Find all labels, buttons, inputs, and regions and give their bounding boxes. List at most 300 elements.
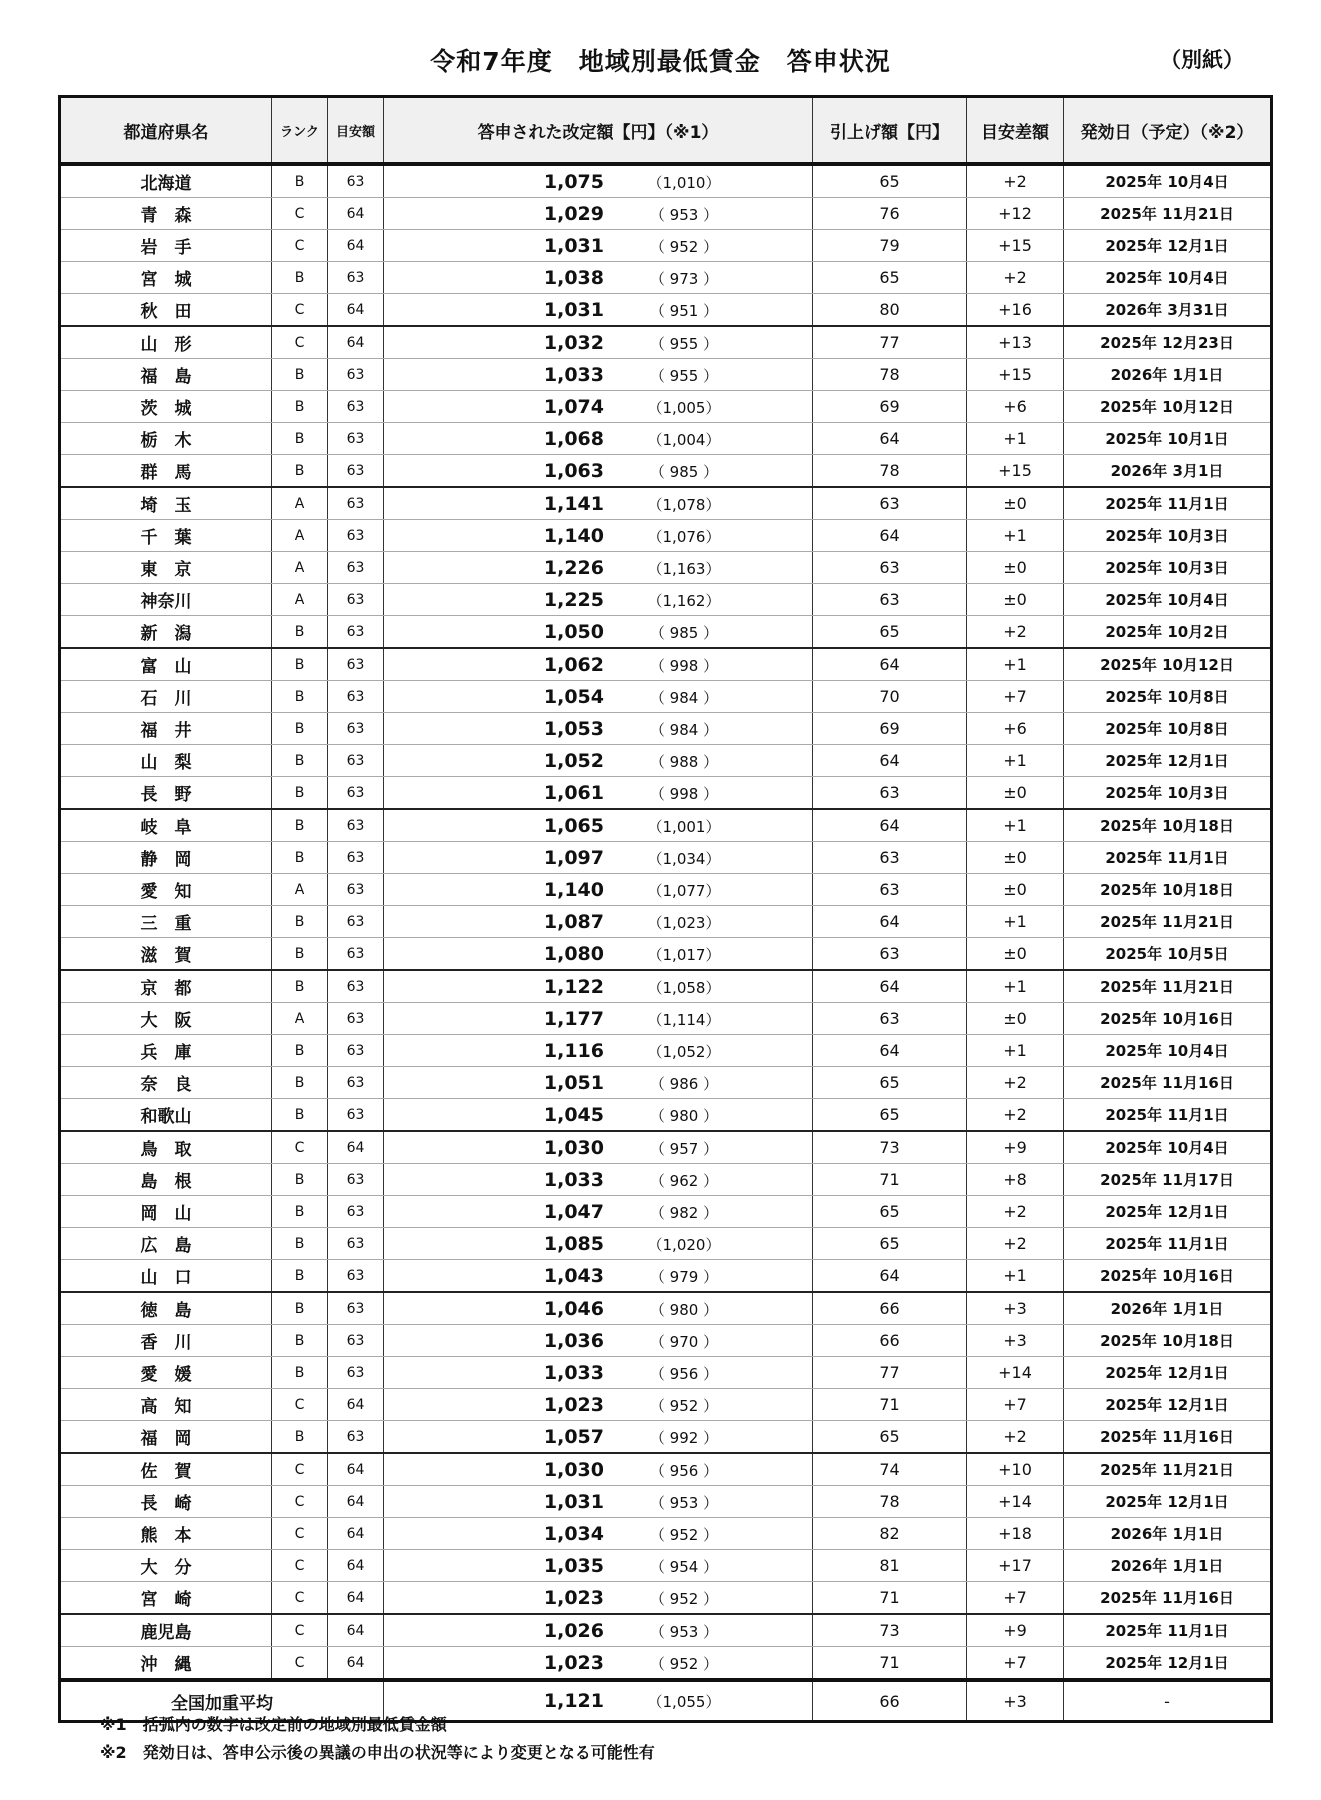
table-row — [60, 198, 1272, 230]
cell-raise: 73 — [813, 1131, 967, 1164]
cell-meyasu: 63 — [328, 648, 384, 681]
cell-prefecture: 山 形 — [60, 326, 272, 359]
previous-amount: （ 992 ） — [649, 1428, 719, 1447]
cell-rank: B — [272, 809, 328, 842]
cell-rank: C — [272, 1614, 328, 1647]
cell-raise: 77 — [813, 326, 967, 359]
new-amount: 1,054 — [543, 685, 604, 708]
cell-meyasu: 64 — [328, 326, 384, 359]
previous-amount: （ 952 ） — [649, 1654, 719, 1673]
cell-amount — [384, 294, 813, 327]
cell-prefecture: 宮 城 — [60, 262, 272, 294]
footnote-2: ※2 発効日は、答申公示後の異議の申出の状況等により変更となる可能性有 — [100, 1743, 655, 1762]
cell-date: 2025年 11月16日 — [1064, 1067, 1272, 1099]
new-amount: 1,033 — [543, 363, 604, 386]
cell-rank: B — [272, 359, 328, 391]
cell-diff: +15 — [967, 455, 1064, 488]
cell-diff: +2 — [967, 1228, 1064, 1260]
cell-meyasu: 64 — [328, 1614, 384, 1647]
cell-raise: 73 — [813, 1614, 967, 1647]
cell-rank: B — [272, 455, 328, 488]
previous-amount: （ 955 ） — [649, 366, 719, 385]
cell-rank: B — [272, 681, 328, 713]
new-amount: 1,080 — [543, 942, 604, 965]
new-amount: 1,140 — [543, 878, 604, 901]
cell-date: 2025年 11月21日 — [1064, 1453, 1272, 1486]
cell-diff: +3 — [967, 1325, 1064, 1357]
cell-raise: 64 — [813, 906, 967, 938]
previous-amount: （1,001） — [647, 817, 721, 836]
previous-amount: （ 985 ） — [649, 623, 719, 642]
cell-date: 2025年 10月18日 — [1064, 809, 1272, 842]
cell-diff: +2 — [967, 1196, 1064, 1228]
cell-rank: B — [272, 1228, 328, 1260]
cell-rank: C — [272, 198, 328, 230]
cell-raise: 65 — [813, 1067, 967, 1099]
cell-date: 2026年 1月1日 — [1064, 1550, 1272, 1582]
cell-raise: 63 — [813, 584, 967, 616]
previous-amount: （ 953 ） — [649, 205, 719, 224]
cell-prefecture: 島 根 — [60, 1164, 272, 1196]
previous-amount: （ 952 ） — [649, 1396, 719, 1415]
cell-prefecture: 北海道 — [60, 164, 272, 198]
cell-prefecture: 富 山 — [60, 648, 272, 681]
new-amount: 1,225 — [543, 588, 604, 611]
previous-amount: （1,004） — [647, 430, 721, 449]
cell-raise: 64 — [813, 970, 967, 1003]
previous-amount: （ 982 ） — [649, 1203, 719, 1222]
new-amount: 1,085 — [543, 1232, 604, 1255]
cell-amount — [384, 1099, 813, 1132]
cell-prefecture: 福 岡 — [60, 1421, 272, 1454]
new-amount: 1,036 — [543, 1329, 604, 1352]
cell-diff: +15 — [967, 359, 1064, 391]
cell-amount — [384, 713, 813, 745]
previous-amount: （ 956 ） — [649, 1364, 719, 1383]
table-row — [60, 1196, 1272, 1228]
cell-raise: 81 — [813, 1550, 967, 1582]
cell-date: 2026年 1月1日 — [1064, 1292, 1272, 1325]
cell-diff: +1 — [967, 970, 1064, 1003]
cell-prefecture: 愛 媛 — [60, 1357, 272, 1389]
cell-rank: B — [272, 164, 328, 198]
cell-date: 2025年 10月12日 — [1064, 391, 1272, 423]
previous-amount: （1,077） — [647, 881, 721, 900]
cell-raise: 66 — [813, 1325, 967, 1357]
cell-amount — [384, 164, 813, 198]
cell-raise: 74 — [813, 1453, 967, 1486]
cell-prefecture: 岩 手 — [60, 230, 272, 262]
total-date: - — [1064, 1680, 1272, 1722]
table-row — [60, 938, 1272, 971]
cell-diff: +1 — [967, 648, 1064, 681]
new-amount: 1,087 — [543, 910, 604, 933]
cell-rank: B — [272, 938, 328, 971]
cell-diff: +1 — [967, 906, 1064, 938]
cell-diff: +6 — [967, 391, 1064, 423]
table-header-row — [60, 97, 1272, 165]
cell-prefecture: 和歌山 — [60, 1099, 272, 1132]
cell-meyasu: 63 — [328, 1003, 384, 1035]
cell-amount — [384, 1357, 813, 1389]
cell-prefecture: 静 岡 — [60, 842, 272, 874]
table-row — [60, 520, 1272, 552]
cell-diff: +9 — [967, 1614, 1064, 1647]
cell-date: 2025年 11月1日 — [1064, 1228, 1272, 1260]
cell-date: 2025年 11月16日 — [1064, 1582, 1272, 1615]
cell-prefecture: 千 葉 — [60, 520, 272, 552]
cell-amount — [384, 1647, 813, 1681]
cell-diff: +2 — [967, 1421, 1064, 1454]
cell-raise: 65 — [813, 262, 967, 294]
cell-diff: +13 — [967, 326, 1064, 359]
cell-date: 2025年 10月4日 — [1064, 1035, 1272, 1067]
cell-diff: ±0 — [967, 1003, 1064, 1035]
cell-amount — [384, 1518, 813, 1550]
table-row — [60, 294, 1272, 327]
previous-amount: （1,114） — [647, 1010, 721, 1029]
cell-rank: B — [272, 1067, 328, 1099]
header-rank: ランク — [272, 97, 328, 165]
cell-diff: +1 — [967, 1260, 1064, 1293]
cell-amount — [384, 938, 813, 971]
footnote-1: ※1 括弧内の数字は改定前の地域別最低賃金額 — [100, 1715, 447, 1734]
cell-raise: 65 — [813, 1421, 967, 1454]
cell-date: 2025年 11月21日 — [1064, 906, 1272, 938]
cell-diff: ±0 — [967, 842, 1064, 874]
new-amount: 1,226 — [543, 556, 604, 579]
table-row — [60, 423, 1272, 455]
cell-rank: B — [272, 842, 328, 874]
previous-amount: （ 953 ） — [649, 1622, 719, 1641]
cell-diff: +2 — [967, 616, 1064, 649]
cell-rank: C — [272, 1389, 328, 1421]
cell-rank: B — [272, 1196, 328, 1228]
total-raise: 66 — [813, 1680, 967, 1722]
cell-meyasu: 63 — [328, 777, 384, 810]
cell-amount — [384, 520, 813, 552]
table-row — [60, 164, 1272, 198]
cell-date: 2025年 10月16日 — [1064, 1260, 1272, 1293]
table-row — [60, 1614, 1272, 1647]
cell-prefecture: 鹿児島 — [60, 1614, 272, 1647]
table-row — [60, 326, 1272, 359]
header-diff: 目安差額 — [967, 97, 1064, 165]
new-amount: 1,038 — [543, 266, 604, 289]
previous-amount: （ 984 ） — [649, 688, 719, 707]
table-row — [60, 1131, 1272, 1164]
table-row — [60, 1421, 1272, 1454]
cell-diff: ±0 — [967, 552, 1064, 584]
cell-prefecture: 長 野 — [60, 777, 272, 810]
cell-prefecture: 広 島 — [60, 1228, 272, 1260]
cell-prefecture: 佐 賀 — [60, 1453, 272, 1486]
cell-meyasu: 63 — [328, 874, 384, 906]
table-row — [60, 1486, 1272, 1518]
cell-date: 2025年 10月18日 — [1064, 874, 1272, 906]
table-row — [60, 1518, 1272, 1550]
cell-amount — [384, 1389, 813, 1421]
cell-meyasu: 64 — [328, 1647, 384, 1681]
cell-rank: B — [272, 1260, 328, 1293]
cell-amount — [384, 745, 813, 777]
cell-diff: +14 — [967, 1486, 1064, 1518]
cell-rank: B — [272, 648, 328, 681]
cell-date: 2025年 12月1日 — [1064, 1389, 1272, 1421]
cell-amount — [384, 777, 813, 810]
cell-diff: +7 — [967, 681, 1064, 713]
cell-date: 2025年 12月1日 — [1064, 1647, 1272, 1681]
cell-diff: +17 — [967, 1550, 1064, 1582]
cell-amount — [384, 681, 813, 713]
header-prefecture: 都道府県名 — [60, 97, 272, 165]
cell-raise: 70 — [813, 681, 967, 713]
cell-date: 2026年 1月1日 — [1064, 1518, 1272, 1550]
cell-rank: B — [272, 423, 328, 455]
cell-prefecture: 埼 玉 — [60, 487, 272, 520]
cell-rank: A — [272, 520, 328, 552]
new-amount: 1,053 — [543, 717, 604, 740]
cell-diff: +2 — [967, 1067, 1064, 1099]
cell-amount — [384, 1131, 813, 1164]
cell-date: 2025年 10月18日 — [1064, 1325, 1272, 1357]
previous-amount: （ 980 ） — [649, 1300, 719, 1319]
previous-amount: （ 951 ） — [649, 301, 719, 320]
cell-rank: B — [272, 1035, 328, 1067]
table-row — [60, 1389, 1272, 1421]
cell-diff: ±0 — [967, 777, 1064, 810]
cell-amount — [384, 552, 813, 584]
table-row — [60, 1228, 1272, 1260]
cell-amount — [384, 198, 813, 230]
table-row — [60, 552, 1272, 584]
previous-amount: （1,010） — [647, 173, 721, 192]
cell-amount — [384, 487, 813, 520]
table-row — [60, 487, 1272, 520]
cell-diff: +1 — [967, 745, 1064, 777]
header-meyasu: 目安額 — [328, 97, 384, 165]
total-amount-cell — [384, 1680, 813, 1722]
cell-meyasu: 63 — [328, 1292, 384, 1325]
table-row — [60, 391, 1272, 423]
new-amount: 1,051 — [543, 1071, 604, 1094]
cell-prefecture: 山 梨 — [60, 745, 272, 777]
header-amount: 答申された改定額【円】（※1） — [384, 97, 813, 165]
cell-prefecture: 大 阪 — [60, 1003, 272, 1035]
cell-amount — [384, 1486, 813, 1518]
cell-meyasu: 64 — [328, 1518, 384, 1550]
cell-rank: C — [272, 1550, 328, 1582]
cell-diff: +7 — [967, 1389, 1064, 1421]
cell-prefecture: 群 馬 — [60, 455, 272, 488]
cell-rank: B — [272, 745, 328, 777]
cell-prefecture: 熊 本 — [60, 1518, 272, 1550]
cell-prefecture: 大 分 — [60, 1550, 272, 1582]
cell-diff: ±0 — [967, 584, 1064, 616]
table-row — [60, 455, 1272, 488]
cell-rank: B — [272, 1421, 328, 1454]
cell-raise: 66 — [813, 1292, 967, 1325]
new-amount: 1,034 — [543, 1522, 604, 1545]
new-amount: 1,074 — [543, 395, 604, 418]
cell-date: 2025年 12月1日 — [1064, 230, 1272, 262]
cell-rank: A — [272, 874, 328, 906]
cell-meyasu: 63 — [328, 520, 384, 552]
previous-amount: （ 984 ） — [649, 720, 719, 739]
cell-amount — [384, 1228, 813, 1260]
cell-date: 2025年 12月1日 — [1064, 1196, 1272, 1228]
new-amount: 1,063 — [543, 459, 604, 482]
cell-date: 2026年 3月1日 — [1064, 455, 1272, 488]
table-row — [60, 1453, 1272, 1486]
cell-meyasu: 63 — [328, 423, 384, 455]
cell-rank: B — [272, 1099, 328, 1132]
table-row — [60, 230, 1272, 262]
new-amount: 1,026 — [543, 1619, 604, 1642]
cell-raise: 64 — [813, 520, 967, 552]
previous-amount: （1,020） — [647, 1235, 721, 1254]
new-amount: 1,062 — [543, 653, 604, 676]
cell-amount — [384, 1582, 813, 1615]
cell-amount — [384, 455, 813, 488]
total-diff: +3 — [967, 1680, 1064, 1722]
new-amount: 1,057 — [543, 1425, 604, 1448]
table-row — [60, 1292, 1272, 1325]
previous-amount: （ 985 ） — [649, 462, 719, 481]
previous-amount: （1,023） — [647, 913, 721, 932]
cell-amount — [384, 648, 813, 681]
table-row — [60, 1325, 1272, 1357]
cell-diff: ±0 — [967, 938, 1064, 971]
cell-raise: 69 — [813, 391, 967, 423]
cell-raise: 77 — [813, 1357, 967, 1389]
table-row — [60, 1035, 1272, 1067]
cell-meyasu: 64 — [328, 1582, 384, 1615]
cell-amount — [384, 1550, 813, 1582]
new-amount: 1,065 — [543, 814, 604, 837]
cell-amount — [384, 1325, 813, 1357]
cell-date: 2025年 11月21日 — [1064, 970, 1272, 1003]
cell-date: 2025年 11月1日 — [1064, 1614, 1272, 1647]
table-row — [60, 1164, 1272, 1196]
cell-prefecture: 山 口 — [60, 1260, 272, 1293]
cell-rank: C — [272, 1131, 328, 1164]
cell-prefecture: 栃 木 — [60, 423, 272, 455]
cell-rank: A — [272, 584, 328, 616]
total-prev: （1,055） — [647, 1693, 721, 1711]
cell-rank: C — [272, 1518, 328, 1550]
cell-raise: 64 — [813, 1260, 967, 1293]
cell-amount — [384, 1421, 813, 1454]
cell-amount — [384, 262, 813, 294]
cell-diff: +1 — [967, 1035, 1064, 1067]
table-row — [60, 262, 1272, 294]
cell-rank: A — [272, 1003, 328, 1035]
cell-date: 2025年 10月12日 — [1064, 648, 1272, 681]
cell-date: 2025年 10月8日 — [1064, 681, 1272, 713]
cell-diff: +15 — [967, 230, 1064, 262]
cell-diff: +1 — [967, 520, 1064, 552]
table-row — [60, 1260, 1272, 1293]
cell-meyasu: 64 — [328, 1453, 384, 1486]
cell-diff: +7 — [967, 1647, 1064, 1681]
cell-raise: 65 — [813, 616, 967, 649]
cell-raise: 65 — [813, 164, 967, 198]
cell-rank: B — [272, 1325, 328, 1357]
cell-meyasu: 63 — [328, 938, 384, 971]
cell-amount — [384, 970, 813, 1003]
cell-prefecture: 徳 島 — [60, 1292, 272, 1325]
cell-date: 2026年 1月1日 — [1064, 359, 1272, 391]
cell-meyasu: 63 — [328, 391, 384, 423]
cell-prefecture: 沖 縄 — [60, 1647, 272, 1681]
previous-amount: （1,078） — [647, 495, 721, 514]
new-amount: 1,031 — [543, 234, 604, 257]
cell-raise: 63 — [813, 938, 967, 971]
cell-amount — [384, 359, 813, 391]
new-amount: 1,030 — [543, 1458, 604, 1481]
table-row — [60, 842, 1272, 874]
cell-raise: 78 — [813, 455, 967, 488]
cell-meyasu: 63 — [328, 1421, 384, 1454]
cell-meyasu: 63 — [328, 970, 384, 1003]
cell-meyasu: 63 — [328, 809, 384, 842]
cell-prefecture: 秋 田 — [60, 294, 272, 327]
total-label: 全国加重平均 — [60, 1680, 384, 1722]
cell-prefecture: 京 都 — [60, 970, 272, 1003]
cell-prefecture: 福 井 — [60, 713, 272, 745]
cell-raise: 69 — [813, 713, 967, 745]
cell-meyasu: 63 — [328, 842, 384, 874]
previous-amount: （1,076） — [647, 527, 721, 546]
cell-diff: +2 — [967, 262, 1064, 294]
table-row — [60, 1003, 1272, 1035]
cell-prefecture: 神奈川 — [60, 584, 272, 616]
cell-date: 2025年 10月3日 — [1064, 777, 1272, 810]
cell-diff: +6 — [967, 713, 1064, 745]
table-row — [60, 584, 1272, 616]
cell-rank: B — [272, 616, 328, 649]
cell-diff: +9 — [967, 1131, 1064, 1164]
previous-amount: （ 979 ） — [649, 1267, 719, 1286]
cell-raise: 76 — [813, 198, 967, 230]
cell-meyasu: 63 — [328, 1099, 384, 1132]
cell-rank: B — [272, 1292, 328, 1325]
cell-prefecture: 滋 賀 — [60, 938, 272, 971]
cell-prefecture: 茨 城 — [60, 391, 272, 423]
cell-raise: 63 — [813, 777, 967, 810]
cell-meyasu: 63 — [328, 1325, 384, 1357]
cell-diff: +14 — [967, 1357, 1064, 1389]
cell-date: 2025年 10月4日 — [1064, 584, 1272, 616]
cell-meyasu: 63 — [328, 359, 384, 391]
cell-meyasu: 63 — [328, 262, 384, 294]
cell-raise: 64 — [813, 745, 967, 777]
previous-amount: （ 957 ） — [649, 1139, 719, 1158]
cell-meyasu: 63 — [328, 1357, 384, 1389]
cell-date: 2025年 11月16日 — [1064, 1421, 1272, 1454]
cell-meyasu: 63 — [328, 487, 384, 520]
cell-rank: C — [272, 1582, 328, 1615]
new-amount: 1,033 — [543, 1361, 604, 1384]
cell-meyasu: 63 — [328, 616, 384, 649]
previous-amount: （ 954 ） — [649, 1557, 719, 1576]
cell-rank: B — [272, 262, 328, 294]
previous-amount: （ 955 ） — [649, 334, 719, 353]
cell-date: 2025年 11月1日 — [1064, 487, 1272, 520]
new-amount: 1,031 — [543, 1490, 604, 1513]
cell-amount — [384, 906, 813, 938]
